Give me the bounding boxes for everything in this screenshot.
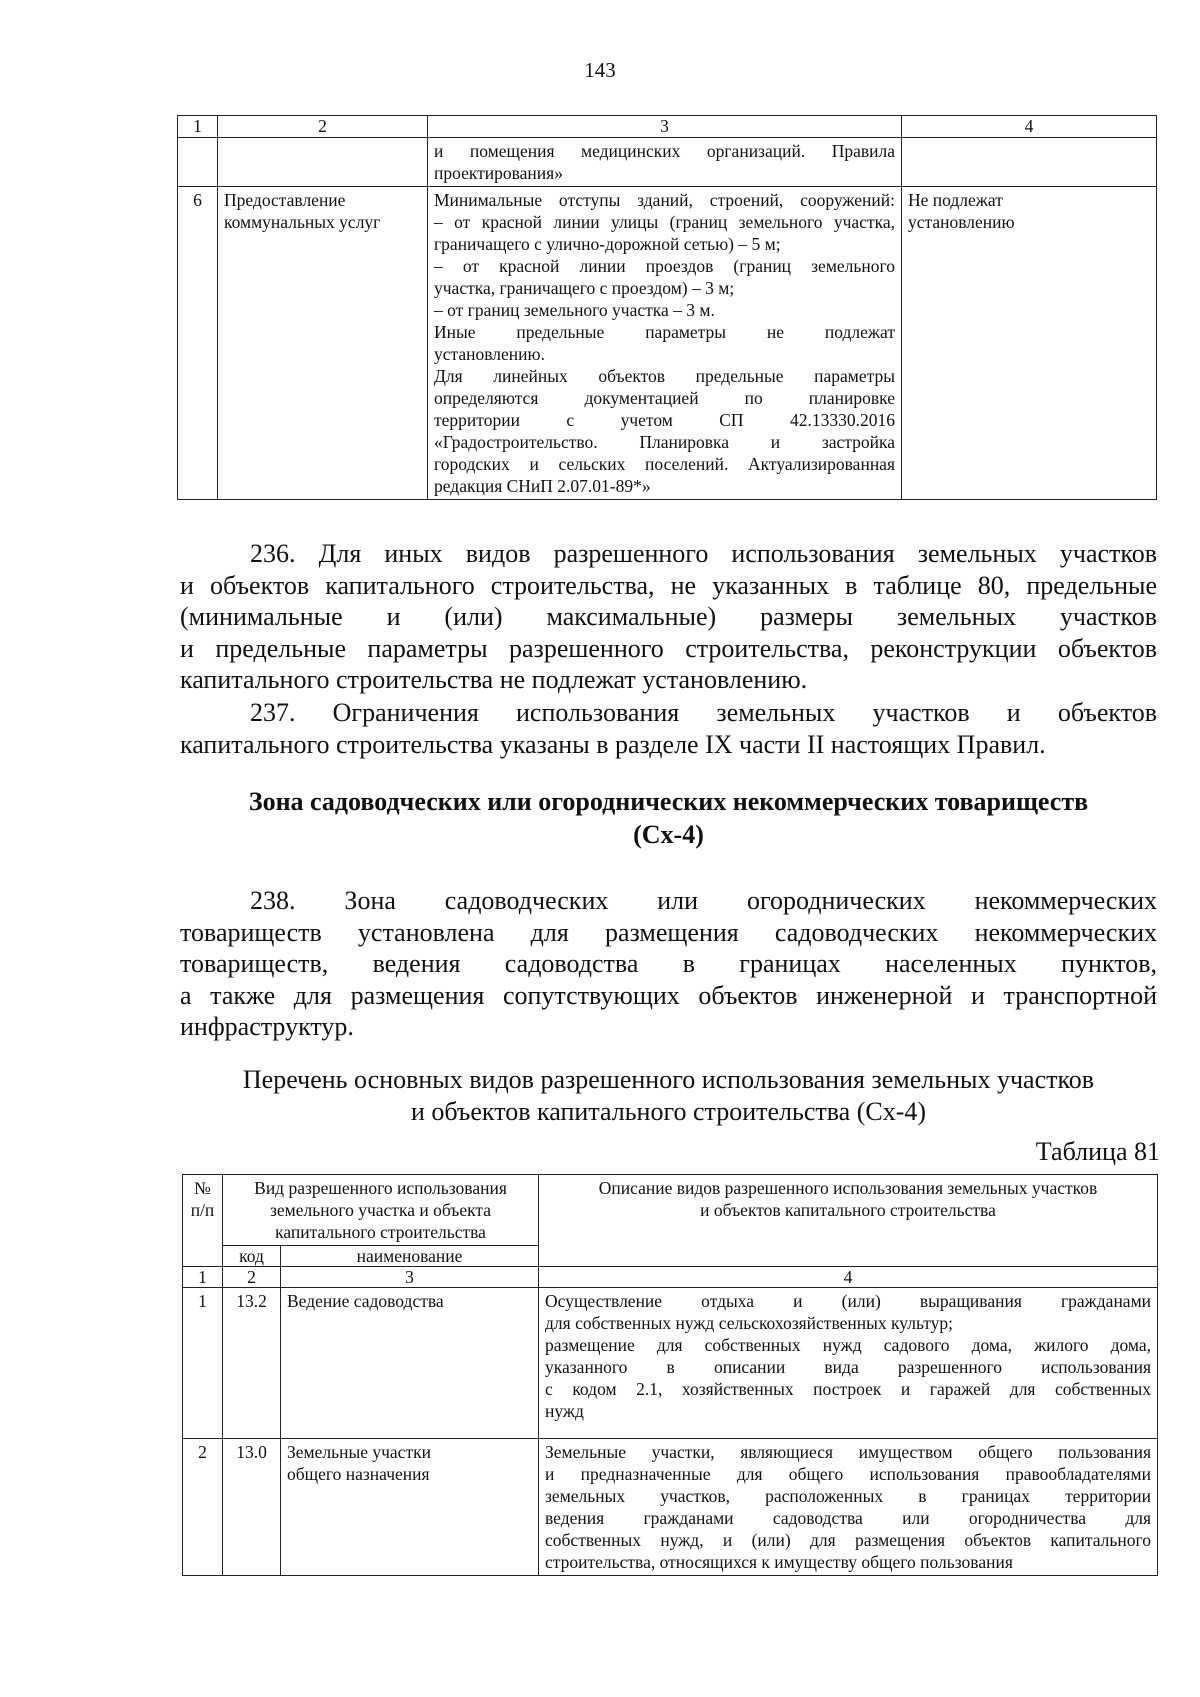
heading-line: Зона садоводческих или огороднических некоммерческих товариществ	[248, 787, 1089, 816]
desc-line: установлению.	[434, 344, 545, 364]
header-line: №	[194, 1178, 211, 1198]
paragraph-236	[180, 538, 1157, 696]
desc-line: для собственных нужд сельскохозяйственных культур;	[545, 1313, 954, 1333]
use-name	[218, 138, 428, 187]
heading-line: (Сх-4)	[633, 820, 704, 849]
table-81	[182, 1174, 1158, 1576]
use-description	[428, 138, 902, 187]
header-line: земельного участка и объекта	[270, 1200, 492, 1220]
use-code: 13.2	[223, 1288, 281, 1439]
kind-header	[223, 1175, 539, 1246]
header-line: и объектов капитального строительства	[700, 1200, 996, 1220]
desc-line: редакция СНиП 2.07.01-89*»	[434, 476, 651, 496]
col-number: 2	[223, 1267, 281, 1288]
text-line: товариществ, ведения садоводства в границах населенных пунктов,	[180, 949, 1157, 978]
header-row	[183, 1175, 1158, 1246]
desc-line: граничащего с улично-дорожной сетью) – 5 м;	[434, 234, 781, 254]
list-heading	[180, 1064, 1157, 1128]
header-line: капитального строительства	[275, 1222, 486, 1242]
desc-line: городских и сельских поселений. Актуализированная	[434, 454, 895, 474]
paragraph-237	[180, 697, 1157, 760]
table-row	[178, 138, 1157, 187]
desc-line: определяются документацией по планировке	[434, 388, 895, 408]
use-code: 13.0	[223, 1439, 281, 1576]
desc-line: проектирования»	[434, 163, 563, 183]
desc-line: – от красной линии улицы (границ земельного участка,	[434, 212, 895, 232]
desc-line: земельных участков, расположенных в границах территории	[545, 1486, 1152, 1506]
params-line: Не подлежат	[908, 190, 1003, 210]
name-line: коммунальных услуг	[224, 212, 381, 232]
col-number: 4	[539, 1267, 1158, 1288]
desc-line: территории с учетом СП 42.13330.2016	[434, 410, 895, 430]
desc-line: «Градостроительство. Планировка и застройка	[434, 432, 895, 452]
text-line: капитального строительства указаны в разделе IX части II настоящих Правил.	[180, 729, 1046, 759]
zone-heading	[180, 785, 1157, 851]
desc-line: строительства, относящихся к имуществу общего пользования	[545, 1552, 1013, 1572]
column-number-row	[178, 116, 1157, 138]
text-line: (минимальные и (или) максимальные) размеры земельных участков	[180, 602, 1157, 631]
col-number: 1	[183, 1267, 223, 1288]
desc-line: участка, граничащего с проездом) – 3 м;	[434, 278, 735, 298]
desc-line: и предназначенные для общего использования правообладателями	[545, 1464, 1152, 1484]
name-line: Земельные участки	[287, 1442, 431, 1462]
col-number: 1	[178, 116, 218, 138]
col-number: 4	[902, 116, 1157, 138]
text-line: и предельные параметры разрешенного строительства, реконструкции объектов	[180, 633, 1157, 663]
table-label: Таблица 81	[1035, 1137, 1160, 1166]
col-number: 3	[428, 116, 902, 138]
name-line: общего назначения	[287, 1464, 430, 1484]
use-params	[902, 138, 1157, 187]
text-line: и объектов капитального строительства, не указанных в таблице 80, предельные	[180, 570, 1157, 600]
use-description	[539, 1288, 1158, 1439]
text-line: 238. Зона садоводческих или огороднических некоммерческих	[250, 886, 1157, 915]
desc-line: Земельные участки, являющиеся имуществом общего пользования	[545, 1442, 1152, 1462]
desc-line: Для линейных объектов предельные параметры	[434, 366, 895, 386]
use-name	[281, 1439, 539, 1576]
desc-line: – от границ земельного участка – 3 м.	[434, 300, 715, 320]
col-number: 3	[281, 1267, 539, 1288]
continuation-table	[177, 115, 1157, 500]
text-line: инфраструктур.	[180, 1012, 354, 1041]
use-params	[902, 187, 1157, 500]
text-line: а также для размещения сопутствующих объектов инженерной и транспортной	[180, 980, 1157, 1010]
description-header	[539, 1175, 1158, 1267]
row-number: 1	[183, 1288, 223, 1439]
desc-line: собственных нужд, и (или) для размещения объектов капитального	[545, 1530, 1152, 1550]
table-row	[178, 187, 1157, 500]
name-line: Ведение садоводства	[287, 1291, 444, 1311]
text-line: 237. Ограничения использования земельных участков и объектов	[250, 698, 1157, 727]
params-line: установлению	[908, 212, 1015, 232]
col-number: 2	[218, 116, 428, 138]
header-line: Вид разрешенного использования	[254, 1178, 507, 1198]
desc-line: нужд	[545, 1401, 584, 1421]
desc-line: Осуществление отдыха и (или) выращивания гражданами	[545, 1291, 1152, 1311]
name-header: наименование	[281, 1246, 539, 1267]
text-line: 236. Для иных видов разрешенного использования земельных участков	[250, 539, 1157, 568]
heading-line: и объектов капитального строительства (Сх-4)	[410, 1097, 927, 1126]
column-number-row	[183, 1267, 1158, 1288]
name-line: Предоставление	[224, 190, 346, 210]
row-number: 2	[183, 1439, 223, 1576]
desc-line	[545, 1422, 1151, 1436]
table-row	[183, 1439, 1158, 1576]
num-header	[183, 1175, 223, 1267]
desc-line: Иные предельные параметры не подлежат	[434, 322, 895, 342]
desc-line: указанного в описании вида разрешенного использования	[545, 1357, 1152, 1377]
desc-line: Минимальные отступы зданий, строений, сооружений:	[434, 190, 895, 210]
table-row	[183, 1288, 1158, 1439]
desc-line: размещение для собственных нужд садового дома, жилого дома,	[545, 1335, 1152, 1355]
use-description	[539, 1439, 1158, 1576]
use-name	[281, 1288, 539, 1439]
use-description	[428, 187, 902, 500]
text-line: капитального строительства не подлежат установлению.	[180, 665, 808, 694]
header-line: п/п	[190, 1200, 215, 1220]
code-header: код	[223, 1246, 281, 1267]
desc-line: с кодом 2.1, хозяйственных построек и гаражей для собственных	[545, 1379, 1152, 1399]
row-number	[178, 138, 218, 187]
heading-line: Перечень основных видов разрешенного использования земельных участков	[242, 1065, 1095, 1094]
use-name	[218, 187, 428, 500]
page-number: 143	[584, 58, 616, 82]
desc-line: – от красной линии проездов (границ земельного	[434, 256, 895, 276]
desc-line: и помещения медицинских организаций. Правила	[434, 141, 895, 161]
paragraph-238	[180, 885, 1157, 1043]
header-line: Описание видов разрешенного использования земельных участков	[598, 1178, 1098, 1198]
text-line: товариществ установлена для размещения садоводческих некоммерческих	[180, 917, 1157, 947]
desc-line: ведения гражданами садоводства или огородничества для	[545, 1508, 1152, 1528]
row-number: 6	[178, 187, 218, 500]
